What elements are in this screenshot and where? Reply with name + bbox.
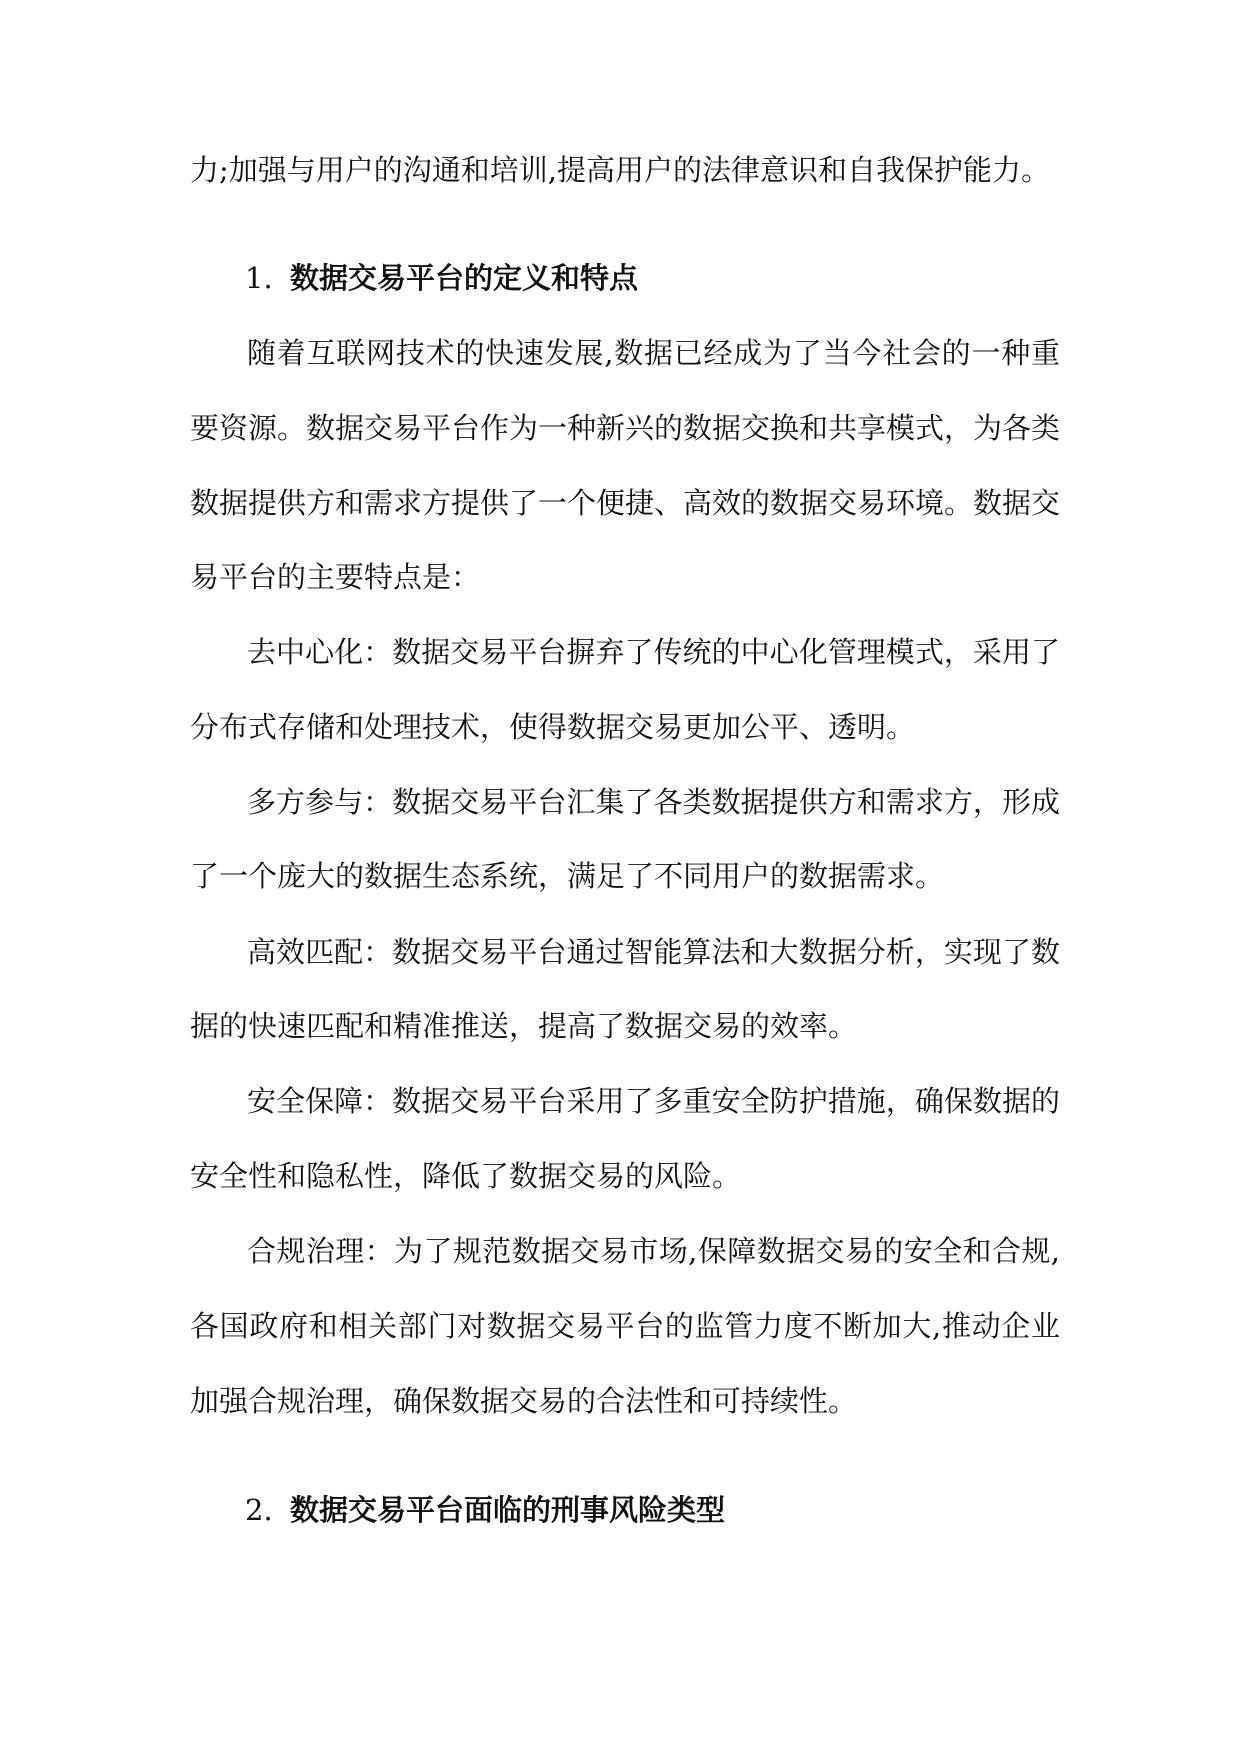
paragraph-line: 各国政府和相关部门对数据交易平台的监管力度不断加大,推动企业 <box>190 1309 1060 1343</box>
paragraph-line: 安全保障：数据交易平台采用了多重安全防护措施，确保数据的 <box>247 1084 1060 1118</box>
section-2-number: 2. <box>245 1493 273 1527</box>
paragraph-line: 合规治理：为了规范数据交易市场,保障数据交易的安全和合规, <box>247 1234 1060 1268</box>
paragraph-line: 分布式存储和处理技术，使得数据交易更加公平、透明。 <box>190 710 916 744</box>
paragraph-line: 要资源。数据交易平台作为一种新兴的数据交换和共享模式，为各类 <box>190 411 1061 445</box>
paragraph-line: 数据提供方和需求方提供了一个便捷、高效的数据交易环境。数据交 <box>190 486 1061 520</box>
paragraph-line: 去中心化：数据交易平台摒弃了传统的中心化管理模式，采用了 <box>247 635 1060 669</box>
paragraph-line: 多方参与：数据交易平台汇集了各类数据提供方和需求方，形成 <box>247 785 1060 819</box>
section-2-heading <box>245 1490 725 1530</box>
opening-line: 力;加强与用户的沟通和培训,提高用户的法律意识和自我保护能力。 <box>190 153 1050 187</box>
section-1-heading <box>245 258 638 298</box>
paragraph-line: 易平台的主要特点是： <box>190 560 481 594</box>
section-1-title: 数据交易平台的定义和特点 <box>290 261 639 295</box>
paragraph-line: 安全性和隐私性，降低了数据交易的风险。 <box>190 1159 742 1193</box>
paragraph-line: 高效匹配：数据交易平台通过智能算法和大数据分析，实现了数 <box>247 935 1060 969</box>
paragraph-line: 加强合规治理，确保数据交易的合法性和可持续性。 <box>190 1384 858 1418</box>
paragraph-line: 据的快速匹配和精准推送，提高了数据交易的效率。 <box>190 1009 858 1043</box>
section-1-number: 1. <box>245 261 273 295</box>
section-2-title: 数据交易平台面临的刑事风险类型 <box>290 1493 726 1527</box>
paragraph-line: 随着互联网技术的快速发展,数据已经成为了当今社会的一种重 <box>247 336 1060 370</box>
paragraph-line: 了一个庞大的数据生态系统，满足了不同用户的数据需求。 <box>190 859 945 893</box>
